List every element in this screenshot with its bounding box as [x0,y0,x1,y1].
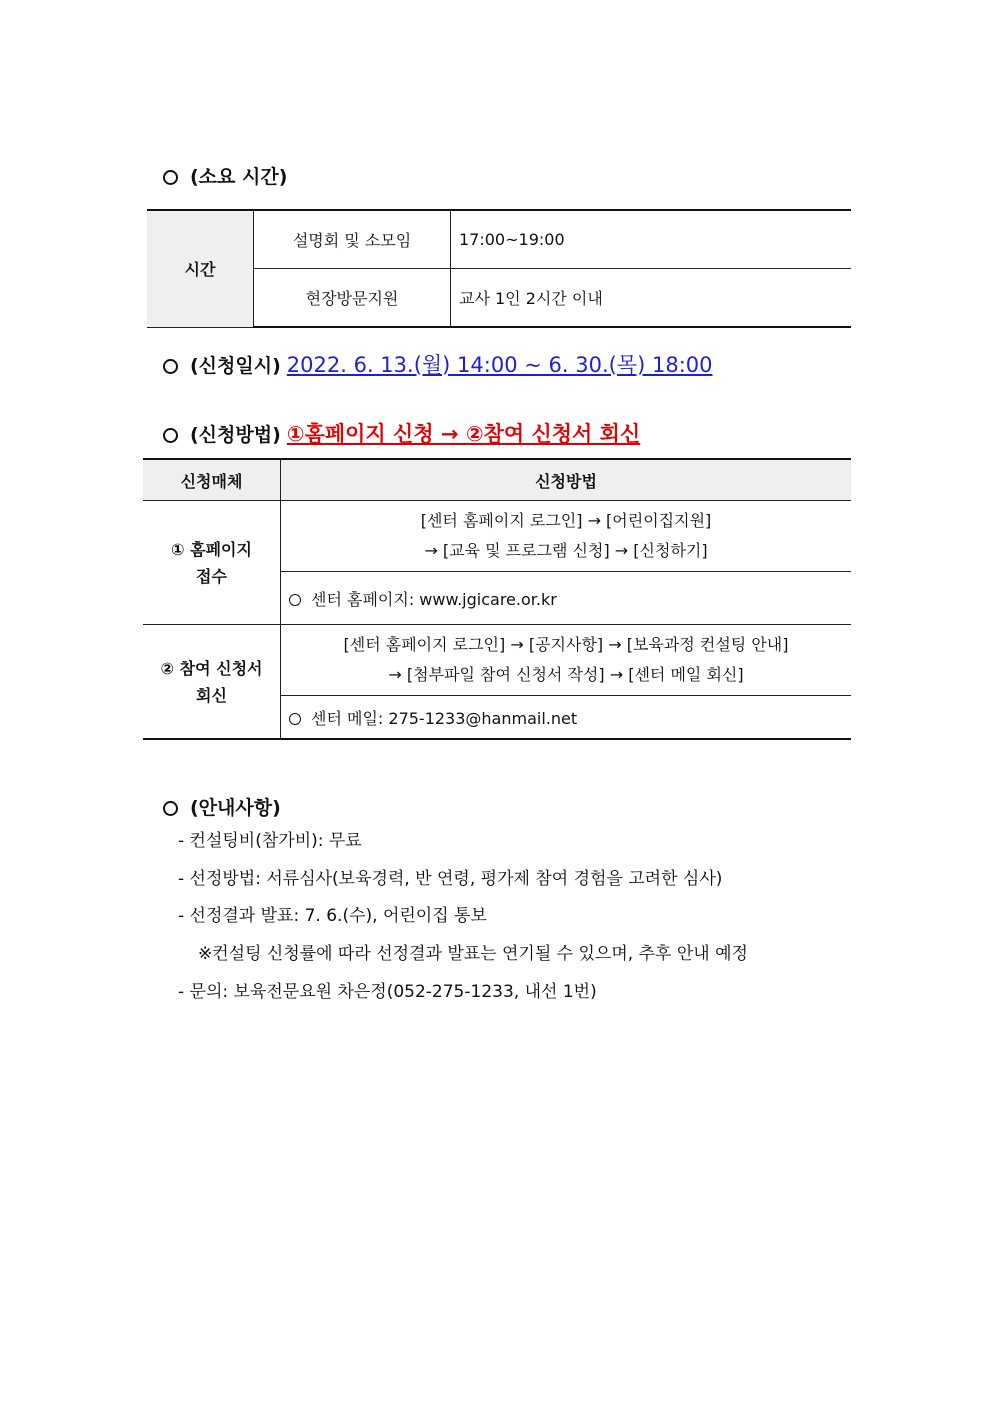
duration-heading: (소요 시간) [163,162,287,189]
time-row-name: 설명회 및 소모임 [254,210,451,269]
notice-item: - 선정결과 발표: 7. 6.(수), 어린이집 통보 [178,906,487,926]
circle-bullet-icon [163,428,178,443]
table-row [143,501,851,572]
row-label: ② 참여 신청서 회신 [143,625,281,740]
apply-date-value: 2022. 6. 13.(월) 14:00 ~ 6. 30.(목) 18:00 [286,353,713,377]
notice-heading: (안내사항) [163,793,281,820]
header-method: 신청방법 [281,459,852,501]
notice-remark: ※컨설팅 신청률에 따라 선정결과 발표는 연기될 수 있으며, 추후 안내 예정 [198,944,748,964]
table-row [147,210,851,269]
notice-item: - 문의: 보육전문요원 차은정(052-275-1233, 내선 1번) [178,982,597,1002]
row-steps: [센터 홈페이지 로그인] → [공지사항] → [보육과정 컨설팅 안내] → [첨부파일 참여 신청서 작성] → [센터 메일 회신] [281,625,852,696]
circle-bullet-icon [289,594,301,606]
table-row [143,625,851,696]
header-media: 신청매체 [143,459,281,501]
time-row-value: 17:00~19:00 [451,210,852,269]
circle-bullet-icon [163,801,178,816]
apply-method-value: ①홈페이지 신청 → ②참여 신청서 회신 [286,422,641,446]
notice-item: - 컨설팅비(참가비): 무료 [178,831,362,851]
apply-method-heading: (신청방법) ①홈페이지 신청 → ②참여 신청서 회신 [163,418,640,448]
table-header-row [143,459,851,501]
time-label-cell: 시간 [147,210,254,327]
circle-bullet-icon [163,359,178,374]
apply-date-heading: (신청일시) 2022. 6. 13.(월) 14:00 ~ 6. 30.(목) 18:00 [163,349,713,379]
circle-bullet-icon [289,713,301,725]
row-note: 센터 홈페이지: www.jgicare.or.kr [281,572,852,625]
time-row-name: 현장방문지원 [254,269,451,328]
table-row [147,269,851,328]
time-row-value: 교사 1인 2시간 이내 [451,269,852,328]
row-note: 센터 메일: 275-1233@hanmail.net [281,696,852,740]
method-table [143,458,851,740]
row-label: ① 홈페이지 접수 [143,501,281,625]
notice-item: - 선정방법: 서류심사(보육경력, 반 연령, 평가제 참여 경험을 고려한 심사) [178,869,723,889]
time-table [147,209,851,328]
row-steps: [센터 홈페이지 로그인] → [어린이집지원] → [교육 및 프로그램 신청] → [신청하기] [281,501,852,572]
circle-bullet-icon [163,170,178,185]
